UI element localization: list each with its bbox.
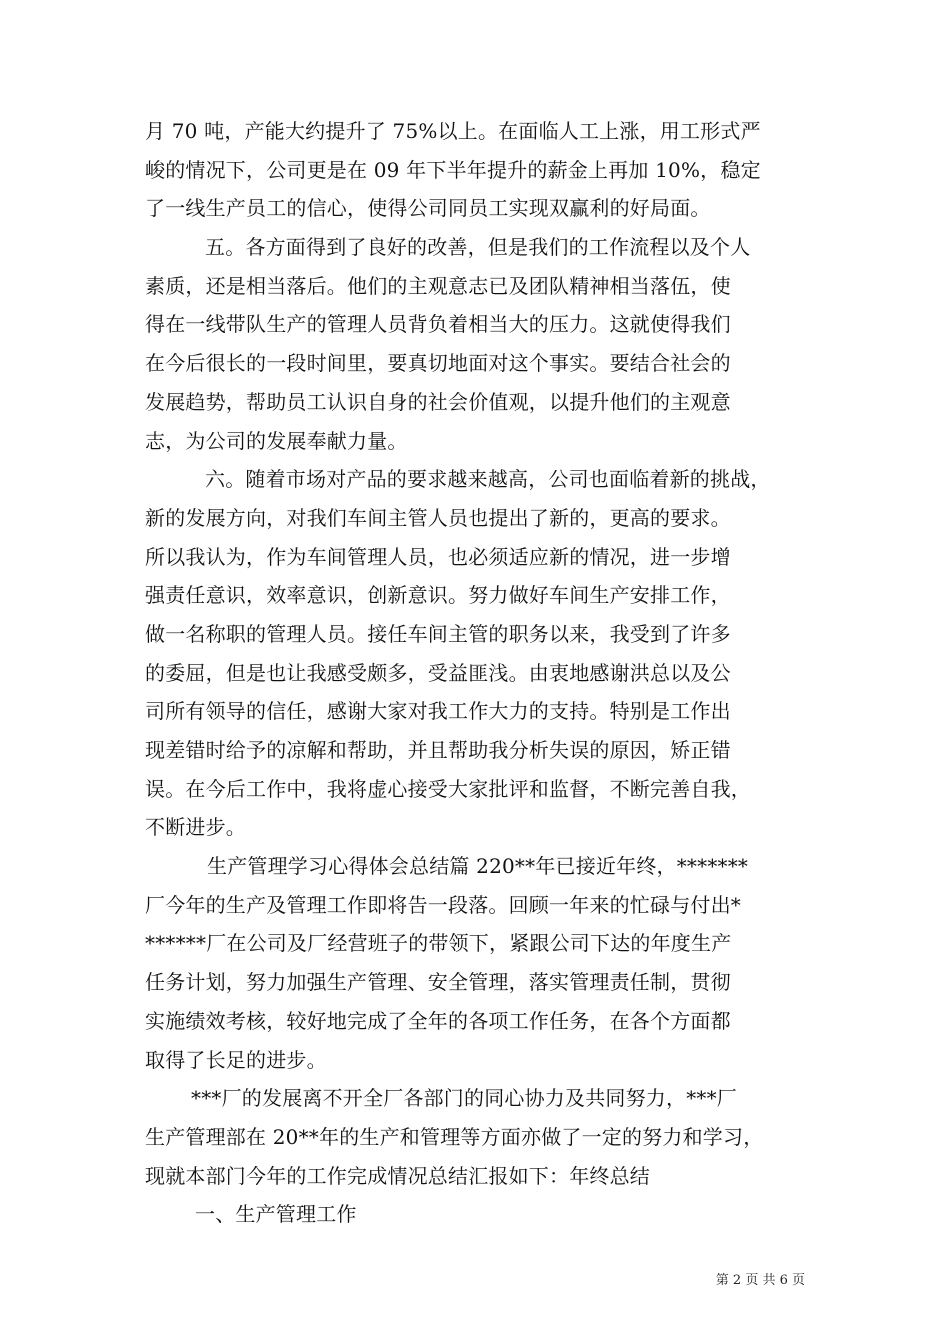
body-line-9: 志，为公司的发展奉献力量。 [145,428,408,453]
paragraph-six-start: 六。随着市场对产品的要求越来越高，公司也面临着新的挑战， [205,467,771,492]
body-line-12: 所以我认为，作为车间管理人员，也必须适应新的情况，进一步增 [145,544,731,569]
body-line-18: 误。在今后工作中，我将虚心接受大家批评和监督，不断完善自我， [145,776,751,801]
body-line-19: 不断进步。 [145,815,246,840]
document-body [145,112,807,1234]
body-line-6: 得在一线带队生产的管理人员背负着相当大的压力。这就使得我们 [145,312,731,337]
body-line-21: 厂今年的生产及管理工作即将告一段落。回顾一年来的忙碌与付出* [145,892,741,917]
body-line-24: 实施绩效考核，较好地完成了全年的各项工作任务，在各个方面都 [145,1008,731,1033]
body-line-14: 做一名称职的管理人员。接任车间主管的职务以来，我受到了许多 [145,621,731,646]
body-line-5: 素质，还是相当落后。他们的主观意志已及团队精神相当落伍，使 [145,273,731,298]
body-line-23: 任务计划，努力加强生产管理、安全管理，落实管理责任制，贯彻 [145,970,731,995]
body-line-22: ******厂在公司及厂经营班子的带领下，紧跟公司下达的年度生产 [145,931,732,956]
body-line-15: 的委屈，但是也让我感受颇多，受益匪浅。由衷地感谢洪总以及公 [145,660,731,685]
body-line-3: 了一线生产员工的信心，使得公司同员工实现双赢利的好局面。 [145,196,711,221]
paragraph-factory-start: ***厂的发展离不开全厂各部门的同心协力及共同努力，***厂 [191,1086,737,1111]
body-line-17: 现差错时给予的凉解和帮助，并且帮助我分析失误的原因，矫正错 [145,738,731,762]
section-two-heading-line: 生产管理学习心得体会总结篇 220**年已接近年终，******* [207,854,749,879]
paragraph-five-start: 五。各方面得到了良好的改善，但是我们的工作流程以及个人 [205,235,751,260]
body-line-25: 取得了长足的进步。 [145,1047,327,1072]
body-line-7: 在今后很长的一段时间里，要真切地面对这个事实。要结合社会的 [145,351,731,376]
body-line-11: 新的发展方向，对我们车间主管人员也提出了新的，更高的要求。 [145,505,731,530]
page-number: 第 2 页 共 6 页 [715,1273,805,1288]
body-line-28: 现就本部门今年的工作完成情况总结汇报如下：年终总结 [145,1163,650,1188]
body-line-1: 月 70 吨，产能大约提升了 75%以上。在面临人工上涨，用工形式严 [145,119,761,143]
body-line-16: 司所有领导的信任，感谢大家对我工作大力的支持。特别是工作出 [145,699,731,724]
body-line-13: 强责任意识，效率意识，创新意识。努力做好车间生产安排工作， [145,583,731,608]
section-heading-production-management: 一、生产管理工作 [195,1202,357,1227]
body-line-2: 峻的情况下，公司更是在 09 年下半年提升的薪金上再加 10%，稳定 [145,157,761,182]
body-line-8: 发展趋势，帮助员工认识自身的社会价值观，以提升他们的主观意 [145,389,731,414]
body-line-27: 生产管理部在 20**年的生产和管理等方面亦做了一定的努力和学习， [145,1124,764,1149]
